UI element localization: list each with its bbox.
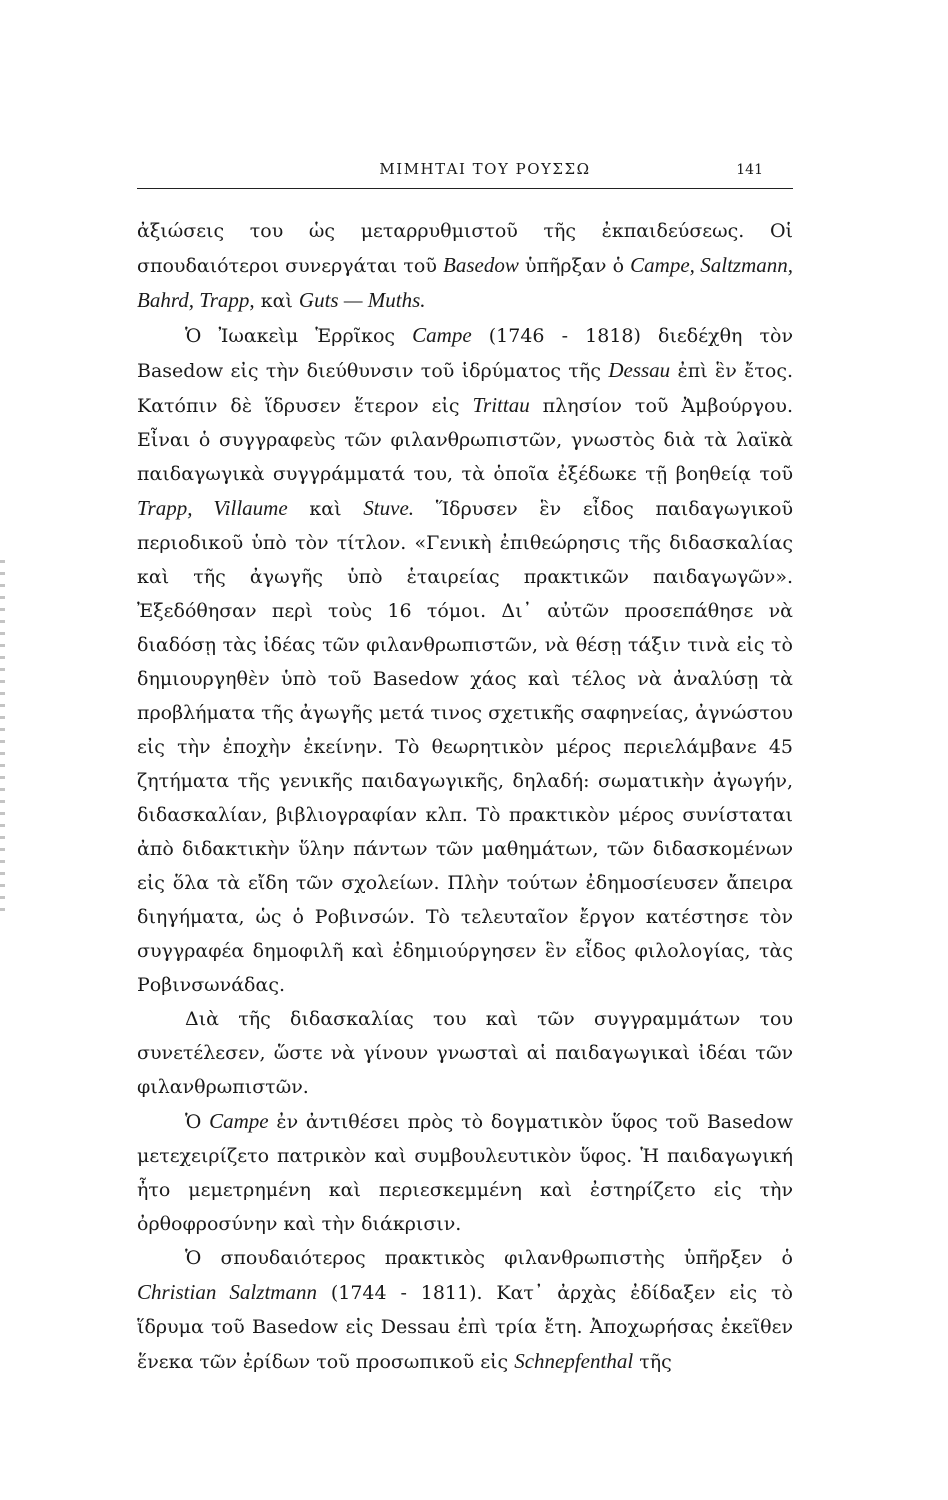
italic-name: Basedow [443,253,519,277]
italic-name: Campe [209,1109,269,1133]
paragraph [137,1002,793,1104]
italic-name: Christian Salztmann [137,1280,317,1304]
text-run: (1746 - 1818) διεδέχθη τὸν Basedow εἰς τὴν διεύθυνσιν τοῦ ἱδρύματος τῆς [137,325,794,382]
text-run: ἀξιώσεις του ὡς μεταρρυθμιστοῦ τῆς ἐκπαιδεύσεως. Οἱ σπουδαιότεροι συνεργάται τοῦ [137,220,793,277]
body-text [137,214,793,1379]
paragraph [137,1241,793,1379]
paragraph [137,318,793,1002]
italic-name: Guts — Muths. [298,288,426,312]
italic-name: Trittau [472,393,530,417]
text-run: Ὁ Ἰωακεὶμ Ἑρρῖκος [185,325,413,347]
italic-name: Trapp, Villaume [137,496,288,520]
text-run: Διὰ τῆς διδασκαλίας του καὶ τῶν συγγραμμάτων του συνετέλεσεν, ὥστε νὰ γίνουν γνωσταὶ αἱ παιδαγωγικαὶ ἰδέαι τῶν φιλανθρωπιστῶν. [137,1008,793,1098]
text-run: Ὁ σπουδαιότερος πρακτικὸς φιλανθρωπιστὴς ὑπῆρξεν ὁ [185,1247,793,1269]
text-run: ὑπῆρξαν ὁ [518,255,631,277]
page-header [137,160,793,189]
text-run: πλησίον τοῦ Ἀμβούργου. Εἶναι ὁ συγγραφεὺς τῶν φιλανθρωπιστῶν, γνωστὸς διὰ τὰ λαϊκὰ παιδαγωγικὰ συγγράμματά του, τὰ ὁποῖα ἐξέδωκε τῇ βοηθείᾳ τοῦ [137,395,793,485]
text-run: ἐπὶ ἓν ἔτος. Κατόπιν δὲ ἵδρυσεν ἕτερον εἰς [137,360,794,417]
italic-name: Dessau [608,358,671,382]
paragraph [137,214,793,318]
text-run: Ἵδρυσεν ἓν εἶδος παιδαγωγικοῦ περιοδικοῦ ὑπὸ τὸν τίτλον. «Γενικὴ ἐπιθεώρησις τῆς διδασκαλίας καὶ τῆς ἀγωγῆς ὑπὸ ἑταιρείας πρακτικῶν παιδαγωγῶν». Ἐξεδόθησαν περὶ τοὺς 16 τόμοι. Δι᾽ αὐτῶν προσεπάθησε νὰ διαδόσῃ τὰς ἰδέας τῶν φιλανθρωπιστῶν, νὰ θέσῃ τάξιν τινὰ εἰς τὸ δημιουργηθὲν ὑπὸ τοῦ Basedow χάος καὶ τέλος νὰ ἀναλύσῃ τὰ προβλήματα τῆς ἀγωγῆς μετά τινος σχετικῆς σαφηνείας, ἀγνώστου εἰς τὴν ἐποχὴν ἐκείνην. Τὸ θεωρητικὸν μέρος περιελάμβανε 45 ζητήματα τῆς γενικῆς παιδαγωγικῆς, δηλαδή: σωματικὴν ἀγωγήν, διδασκαλίαν, βιβλιογραφίαν κλπ. Τὸ πρακτικὸν μέρος συνίσταται ἀπὸ διδακτικὴν ὕλην πάντων τῶν μαθημάτων, τῶν διδασκομένων εἰς ὅλα τὰ εἴδη τῶν σχολείων. Πλὴν τούτων ἐδημοσίευσεν ἄπειρα διηγήματα, ὡς ὁ Ροβινσών. Τὸ τελευταῖον ἔργον κατέστησε τὸν συγγραφέα δημοφιλῆ καὶ ἐδημιούργησεν ἓν εἶδος φιλολογίας, τὰς Ροβινσωνάδας. [137,498,794,996]
italic-name: Stuve. [363,496,415,520]
paragraph [137,1104,793,1241]
italic-name: Schnepfenthal [514,1349,634,1373]
text-run: καὶ [287,498,364,520]
text-run: τῆς [633,1351,672,1373]
running-title: ΜΙΜΗΤΑΙ ΤΟΥ ΡΟΥΣΣΩ [379,160,591,178]
text-run: ἐν ἀντιθέσει πρὸς τὸ δογματικὸν ὕφος τοῦ Basedow μετεχειρίζετο πατρικὸν καὶ συμβουλευτικὸν ὕφος. Ἡ παιδαγωγική ἦτο μεμετρημένη καὶ περιεσκεμμένη καὶ ἐστηρίζετο εἰς τὴν ὀρθοφροσύνην καὶ τὴν διάκρισιν. [137,1111,793,1235]
page-number: 141 [736,162,763,178]
binding-edge [0,560,5,920]
text-run: καὶ [254,290,299,312]
text-run: (1744 - 1811). Κατ᾽ ἀρχὰς ἐδίδαξεν εἰς τὸ ἵδρυμα τοῦ Basedow εἰς Dessau ἐπὶ τρία ἔτη. Ἀποχωρήσας ἐκεῖθεν ἕνεκα τῶν ἐρίδων τοῦ προσωπικοῦ εἰς [137,1282,793,1373]
italic-name: Campe [412,323,472,347]
text-run: Ὁ [185,1111,210,1133]
italic-name: Campe, Saltzmann, Bahrd, Trapp, [137,253,794,312]
